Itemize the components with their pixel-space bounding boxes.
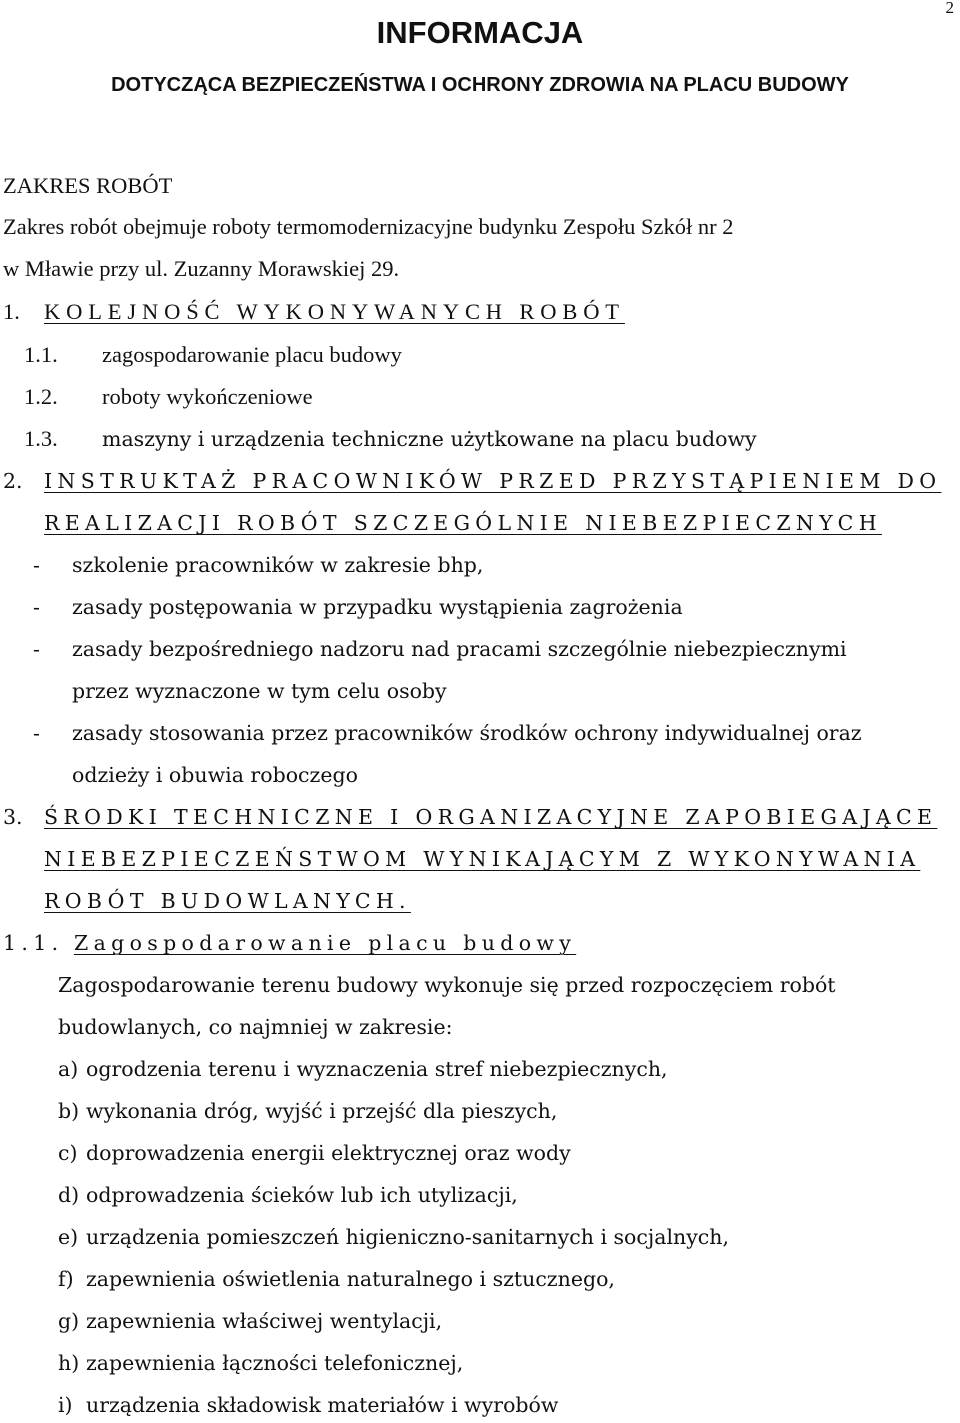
section-2-number: 2. bbox=[3, 469, 23, 493]
subsection-title: Zagospodarowanie placu budowy bbox=[74, 931, 577, 955]
list-item-letter: a) bbox=[58, 1057, 79, 1081]
list-item-letter: d) bbox=[58, 1183, 80, 1207]
list-item-letter: f) bbox=[58, 1267, 74, 1291]
section-1-item-text: maszyny i urządzenia techniczne użytkowane na placu budowy bbox=[102, 427, 757, 451]
scope-line-1: Zakres robót obejmuje roboty termomodernizacyjne budynku Zespołu Szkół nr 2 bbox=[3, 214, 734, 239]
section-2-item-continuation: odzieży i obuwia roboczego bbox=[72, 763, 358, 787]
section-1-item-text: zagospodarowanie placu budowy bbox=[102, 342, 402, 367]
section-1-item-num: 1.1. bbox=[24, 342, 58, 367]
list-item-letter: g) bbox=[58, 1309, 80, 1333]
list-item-text: ogrodzenia terenu i wyznaczenia stref niebezpiecznych, bbox=[86, 1057, 668, 1081]
subsection-intro-line-2: budowlanych, co najmniej w zakresie: bbox=[58, 1015, 453, 1039]
list-item-letter: i) bbox=[58, 1393, 73, 1417]
list-item-letter: c) bbox=[58, 1141, 78, 1165]
section-2-item: zasady postępowania w przypadku wystąpienia zagrożenia bbox=[72, 595, 683, 619]
list-item-text: urządzenia składowisk materiałów i wyrobów bbox=[86, 1393, 559, 1417]
subsection-number: 1.1. bbox=[3, 931, 64, 955]
section-1-item-num: 1.2. bbox=[24, 384, 58, 409]
section-1-number: 1. bbox=[3, 299, 20, 324]
scope-heading: ZAKRES ROBÓT bbox=[3, 173, 173, 198]
section-1-item-num: 1.3. bbox=[24, 426, 58, 451]
list-item-text: urządzenia pomieszczeń higieniczno-sanitarnych i socjalnych, bbox=[86, 1225, 729, 1249]
section-1-title: KOLEJNOŚĆ WYKONYWANYCH ROBÓT bbox=[44, 299, 625, 324]
list-item-text: zapewnienia oświetlenia naturalnego i sztucznego, bbox=[86, 1267, 615, 1291]
subsection-intro-line-1: Zagospodarowanie terenu budowy wykonuje się przed rozpoczęciem robót bbox=[58, 973, 836, 997]
list-item-text: wykonania dróg, wyjść i przejść dla pieszych, bbox=[86, 1099, 558, 1123]
section-2-item-continuation: przez wyznaczone w tym celu osoby bbox=[72, 679, 447, 703]
list-item-text: doprowadzenia energii elektrycznej oraz wody bbox=[86, 1141, 571, 1165]
section-1-item-text: roboty wykończeniowe bbox=[102, 384, 313, 409]
section-3-number: 3. bbox=[3, 805, 23, 829]
section-2-item: zasady bezpośredniego nadzoru nad pracami szczególnie niebezpiecznymi bbox=[72, 637, 847, 661]
section-3-title-line-2: NIEBEZPIECZEŃSTWOM WYNIKAJĄCYM Z WYKONYWANIA bbox=[44, 847, 921, 871]
document-subtitle: DOTYCZĄCA BEZPIECZEŃSTWA I OCHRONY ZDROWIA NA PLACU BUDOWY bbox=[111, 74, 849, 96]
section-2-item: zasady stosowania przez pracowników środków ochrony indywidualnej oraz bbox=[72, 721, 862, 745]
section-3-title-line-1: ŚRODKI TECHNICZNE I ORGANIZACYJNE ZAPOBIEGAJĄCE bbox=[44, 805, 938, 829]
bullet-dash: - bbox=[33, 553, 40, 577]
bullet-dash: - bbox=[33, 637, 40, 661]
list-item-text: odprowadzenia ścieków lub ich utylizacji, bbox=[86, 1183, 518, 1207]
page-number: 2 bbox=[945, 0, 954, 17]
section-3-title-line-3: ROBÓT BUDOWLANYCH. bbox=[44, 889, 411, 913]
list-item-text: zapewnienia łączności telefonicznej, bbox=[86, 1351, 464, 1375]
section-2-item: szkolenie pracowników w zakresie bhp, bbox=[72, 553, 484, 577]
list-item-letter: h) bbox=[58, 1351, 80, 1375]
section-2-title-line-2: REALIZACJI ROBÓT SZCZEGÓLNIE NIEBEZPIECZNYCH bbox=[44, 511, 882, 535]
bullet-dash: - bbox=[33, 595, 40, 619]
list-item-letter: b) bbox=[58, 1099, 80, 1123]
list-item-text: zapewnienia właściwej wentylacji, bbox=[86, 1309, 443, 1333]
scope-line-2: w Mławie przy ul. Zuzanny Morawskiej 29. bbox=[3, 256, 400, 281]
document-title: INFORMACJA bbox=[376, 15, 584, 50]
list-item-letter: e) bbox=[58, 1225, 79, 1249]
bullet-dash: - bbox=[33, 721, 40, 745]
section-2-title-line-1: INSTRUKTAŻ PRACOWNIKÓW PRZED PRZYSTĄPIENIEM DO bbox=[44, 469, 942, 493]
